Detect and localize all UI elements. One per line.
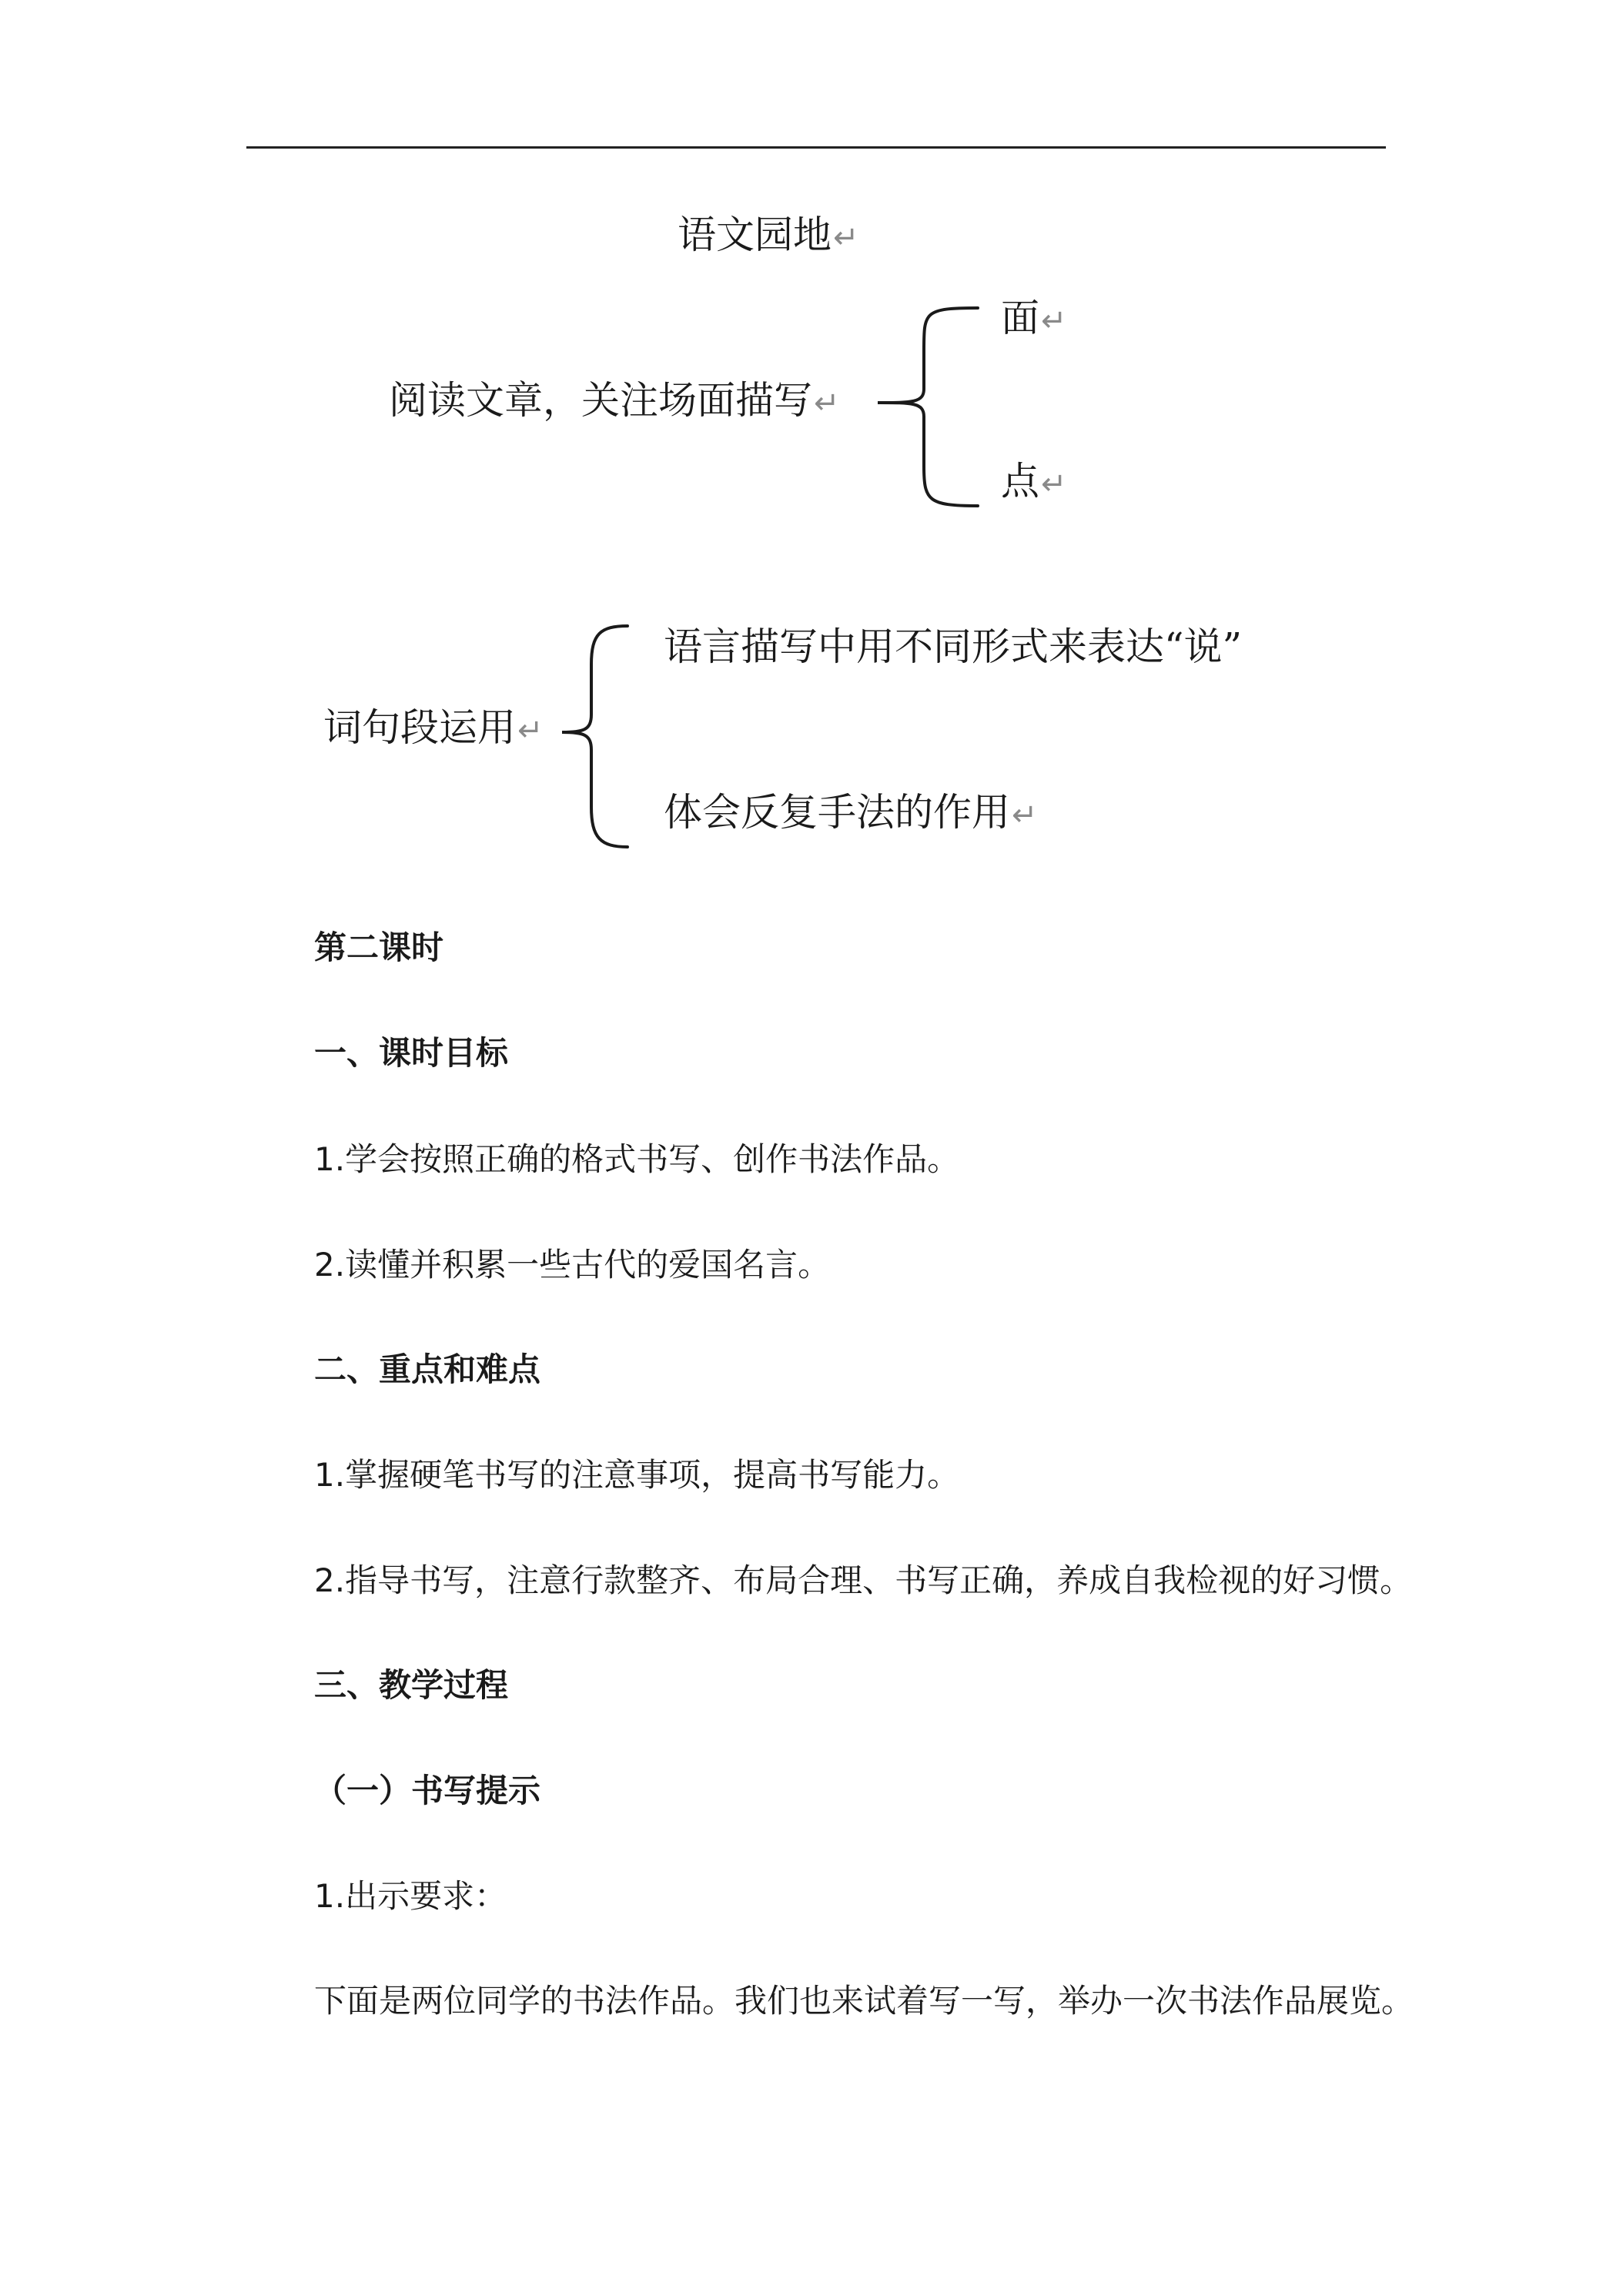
group2-label-text: 词句段运用	[323, 705, 516, 750]
step-1-text: 下面是两位同学的书法作品。我们也来试着写一写，举办一次书法作品展览。	[314, 1982, 1414, 2020]
return-mark: ↵	[1012, 798, 1038, 833]
group1-branch-2	[1001, 459, 1067, 504]
key-point-2: 2.指导书写，注意行款整齐、布局合理、书写正确，养成自我检视的好习惯。	[314, 1561, 1413, 1599]
group1-branch-2-text: 点	[1001, 459, 1039, 504]
section2-heading: 二、重点和难点	[314, 1350, 541, 1388]
group1-label	[389, 378, 840, 423]
group2-branch-2	[664, 790, 1038, 835]
diagram-title-text: 语文园地	[678, 213, 832, 257]
header-rule	[246, 146, 1386, 149]
return-mark: ↵	[517, 713, 544, 748]
step-1: 1.出示要求：	[314, 1877, 507, 1915]
group1-branch-1	[1001, 296, 1067, 340]
group2-label	[323, 705, 544, 750]
section1-heading: 一、课时目标	[314, 1034, 509, 1072]
group2-branch-1	[664, 624, 1243, 669]
lesson-title: 第二课时	[314, 929, 444, 966]
group2-branch-2-text: 体会反复手法的作用	[664, 790, 1010, 835]
group1-label-text: 阅读文章，关注场面描写	[389, 378, 812, 423]
return-mark: ↵	[1041, 303, 1067, 339]
subsection1-heading: （一）书写提示	[314, 1772, 541, 1809]
objective-2: 2.读懂并积累一些古代的爱国名言。	[314, 1246, 831, 1284]
objective-1: 1.学会按照正确的格式书写、创作书法作品。	[314, 1140, 960, 1178]
key-point-1: 1.掌握硬笔书写的注意事项，提高书写能力。	[314, 1456, 960, 1494]
group2-brace	[554, 622, 639, 853]
group1-branch-1-text: 面	[1001, 296, 1039, 340]
diagram-title	[678, 213, 859, 257]
return-mark: ↵	[833, 220, 859, 256]
return-mark: ↵	[1041, 467, 1067, 502]
return-mark: ↵	[814, 386, 840, 421]
group1-brace	[870, 304, 986, 512]
group2-branch-1-text: 语言描写中用不同形式来表达“说”	[664, 624, 1243, 669]
section3-heading: 三、教学过程	[314, 1666, 509, 1704]
